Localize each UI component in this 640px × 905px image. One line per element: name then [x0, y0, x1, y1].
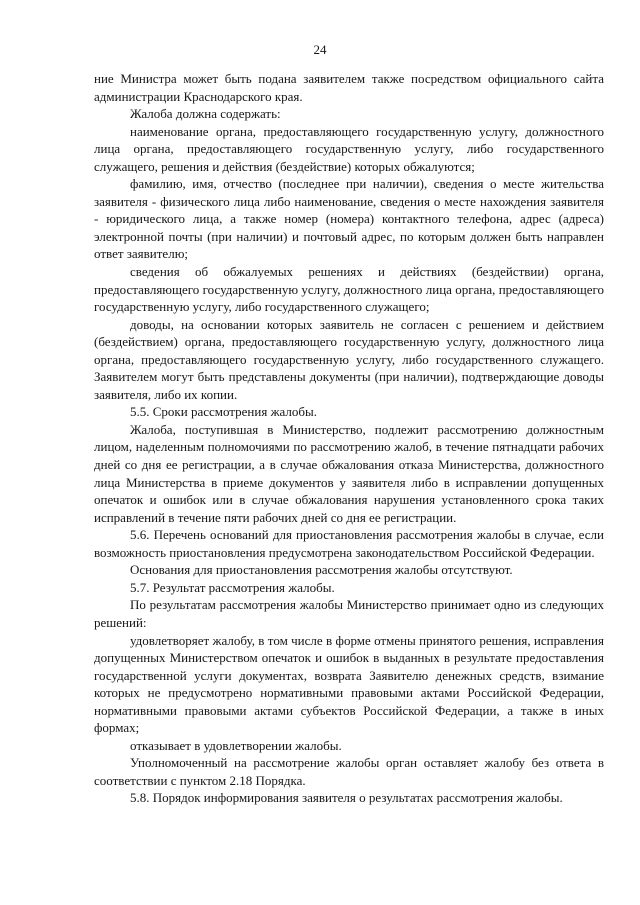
paragraph-applicant-details: фамилию, имя, отчество (последнее при наличии), сведения о месте жительства заявителя - физического лица либо наименование, сведения о месте нахождения заявителя - юридического лица, а также номер (номера) контактного телефона, адрес (адреса) электронной почты (при наличии) и почтовый адрес, по которым должен быть направлен ответ заявителю; [94, 176, 604, 262]
paragraph-body-name: наименование органа, предоставляющего государственную услугу, должностного лица органа, предоставляющего государственную услугу, либо государственного служащего, решения и действия (бездействие) которых обжалуются; [94, 123, 604, 174]
section-heading-5-8: 5.8. Порядок информирования заявителя о результатах рассмотрения жалобы. [130, 790, 563, 806]
paragraph-appealed-decisions: сведения об обжалуемых решениях и действиях (бездействии) органа, предоставляющего государственную услугу, должностного лица органа, предоставляющего государственную услугу, либо государственного служащего; [94, 264, 604, 315]
paragraph-decision-intro: По результатам рассмотрения жалобы Министерство принимает одно из следующих решений: [94, 597, 604, 630]
section-heading-5-5: 5.5. Сроки рассмотрения жалобы. [130, 404, 318, 420]
paragraph-website-submission: ние Министра может быть подана заявителем также посредством официального сайта администрации Краснодарского края. [94, 71, 604, 104]
paragraph-refuse-complaint: отказывает в удовлетворении жалобы. [130, 737, 342, 753]
section-heading-5-7: 5.7. Результат рассмотрения жалобы. [130, 579, 335, 595]
paragraph-arguments: доводы, на основании которых заявитель не согласен с решением и действием (бездействием) органа, предоставляющего государственную услугу, должностного лица органа, предоставляющего государственную услугу, либо государственного служащего. Заявителем могут быть представлены документы (при наличии), подтверждающие доводы заявителя, либо их копии. [94, 316, 604, 402]
page-number: 24 [313, 42, 327, 57]
document-text-body [94, 70, 604, 807]
paragraph-leave-without-answer: Уполномоченный на рассмотрение жалобы орган оставляет жалобу без ответа в соответствии с пунктом 2.18 Порядка. [94, 755, 604, 788]
paragraph-review-terms: Жалоба, поступившая в Министерство, подлежит рассмотрению должностным лицом, наделенным полномочиями по рассмотрению жалоб, в течение пятнадцати рабочих дней со дня ее регистрации, а в случае обжалования отказа Министерства, должностного лица Министерства в приеме документов у заявителя либо в исправлении допущенных опечаток и ошибок или в случае обжалования нарушения установленного срока таких исправлений в течение пяти рабочих дней со дня ее регистрации. [94, 421, 604, 525]
paragraph-satisfy-complaint: удовлетворяет жалобу, в том числе в форме отмены принятого решения, исправления допущенных Министерством опечаток и ошибок в выданных в результате предоставления государственной услуги документах, возврата Заявителю денежных средств, взимание которых не предусмотрено нормативными правовыми актами Российской Федерации, нормативными правовыми актами субъектов Российской Федерации, а также в иных формах; [94, 632, 604, 736]
paragraph-complaint-contents-heading: Жалоба должна содержать: [130, 106, 281, 122]
paragraph-no-suspension-grounds: Основания для приостановления рассмотрения жалобы отсутствуют. [130, 562, 513, 578]
section-heading-5-6: 5.6. Перечень оснований для приостановления рассмотрения жалобы в случае, если возможность приостановления предусмотрена законодательством Российской Федерации. [94, 527, 604, 560]
